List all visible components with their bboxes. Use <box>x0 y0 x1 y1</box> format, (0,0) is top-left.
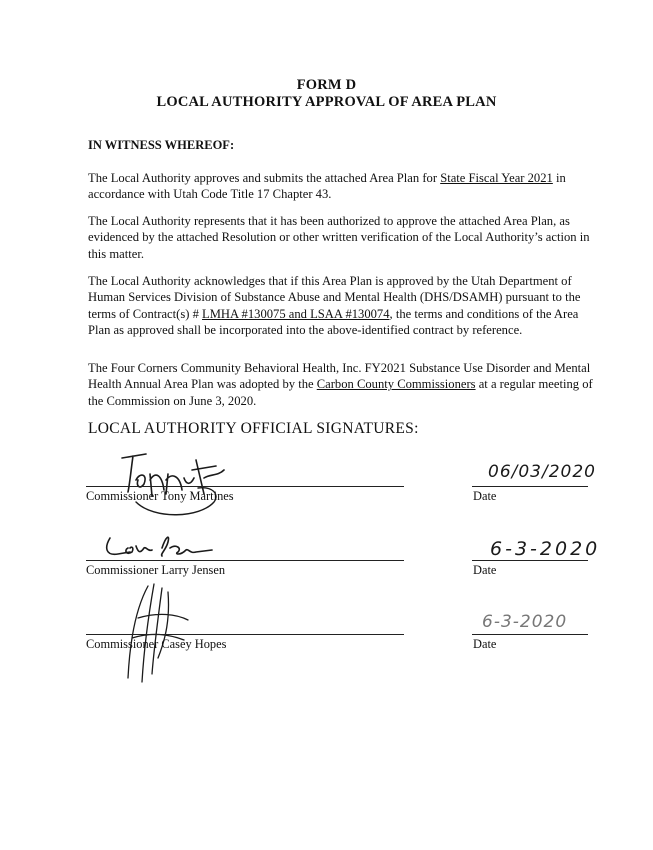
date-line-1 <box>472 486 588 487</box>
paragraph-acknowledgement <box>88 273 598 339</box>
date-line-2 <box>472 560 588 561</box>
form-title: FORM D <box>296 77 357 93</box>
witness-heading: IN WITNESS WHEREOF: <box>88 138 235 152</box>
paragraph-adoption-text-1: The Four Corners Community Behavioral Health, Inc. FY2021 Substance Use Disorder and Mental Health Annual Area Plan was adopted by the <box>88 361 591 392</box>
signature-line-2 <box>86 560 404 561</box>
date-label-2: Date <box>473 563 497 577</box>
signature-larry-jensen <box>100 528 240 568</box>
paragraph-authorization: The Local Authority represents that it has been authorized to approve the attached Area Plan, as evidenced by the attached Resolution or other written verification of the Local Authority’s action in this matter. <box>88 214 590 261</box>
handwritten-date-3: 6-3-2020 <box>482 612 568 632</box>
handwritten-date-1: 06/03/2020 <box>488 462 596 482</box>
contract-numbers-underlined: LMHA #130075 and LSAA #130074 <box>202 306 390 321</box>
signer-name-2: Commissioner Larry Jensen <box>86 563 226 577</box>
signature-casey-hopes <box>118 578 198 688</box>
date-label-1: Date <box>473 489 497 503</box>
signer-name-1: Commissioner Tony Martines <box>86 489 234 503</box>
commissioners-underlined: Carbon County Commissioners <box>316 377 476 392</box>
signature-tony-martines <box>100 440 240 520</box>
signatures-heading: LOCAL AUTHORITY OFFICIAL SIGNATURES: <box>88 420 419 437</box>
fiscal-year-underlined: State Fiscal Year 2021 <box>440 171 553 185</box>
signer-name-3: Commissioner Casey Hopes <box>86 637 227 651</box>
paragraph-approval-text-1: The Local Authority approves and submits the attached Area Plan for <box>88 171 441 185</box>
paragraph-approval-text-2: in accordance with Utah Code Title 17 Chapter 43. <box>88 171 566 202</box>
paragraph-approval <box>88 170 598 203</box>
signature-line-1 <box>86 486 404 487</box>
date-line-3 <box>472 634 588 635</box>
paragraph-adoption-text-2: at a regular meeting of the Commission on June 3, 2020. <box>88 377 593 408</box>
paragraph-adoption <box>88 360 598 409</box>
paragraph-acknowledgement-text-2: , the terms and conditions of the Area Plan as approved shall be incorporated into the above-identified contract by reference. <box>88 306 579 338</box>
paragraph-acknowledgement-text-1: The Local Authority acknowledges that if this Area Plan is approved by the Utah Department of Human Services Division of Substance Abuse and Mental Health (DHS/DSAMH) pursuant to the terms of Contract(s) # <box>88 274 581 321</box>
form-subtitle: LOCAL AUTHORITY APPROVAL OF AREA PLAN <box>156 94 497 110</box>
handwritten-date-2: 6-3-2020 <box>490 538 601 560</box>
signature-line-3 <box>86 634 404 635</box>
date-label-3: Date <box>473 637 497 651</box>
